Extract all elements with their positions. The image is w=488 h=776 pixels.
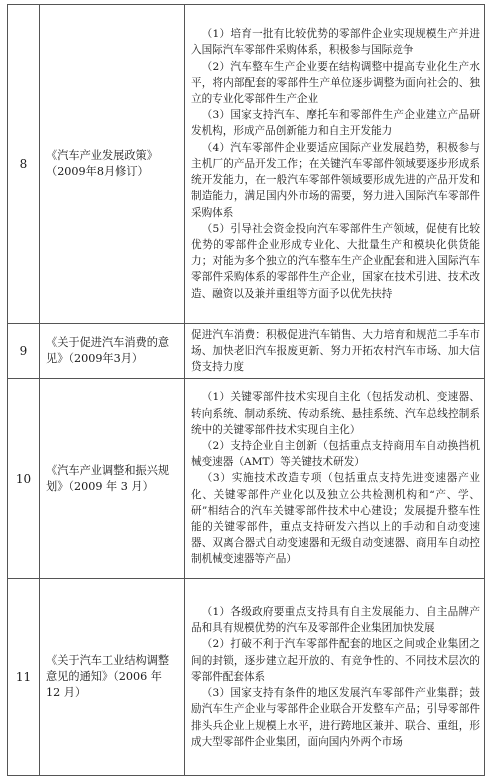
content-paragraph: （2）打破不利于汽车零部件配套的地区之间或企业集团之间的封锁，逐步建立起开放的、有竞争性的、不同技术层次的零部件配套体系 bbox=[191, 638, 480, 683]
content-paragraph: （2）汽车整车生产企业要在结构调整中提高专业化生产水平，将内部配套的零部件生产单位逐步调整为面向社会的、独立的专业化零部件生产企业 bbox=[191, 60, 480, 106]
policy-table bbox=[7, 4, 485, 776]
content-paragraph: （3）国家支持汽车、摩托车和零部件生产企业建立产品研发机构，形成产品创新能力和自主开发能力 bbox=[191, 109, 480, 138]
row-number: 9 bbox=[8, 324, 40, 379]
content-paragraph: （1）培育一批有比较优势的零部件企业实现规模生产并进入国际汽车零部件采购体系，积极参与国际竞争 bbox=[191, 28, 480, 57]
policy-name: 《关于汽车工业结构调整意见的通知》（2006 年 12 月） bbox=[40, 579, 185, 776]
row-number: 10 bbox=[8, 379, 40, 579]
policy-content bbox=[185, 379, 485, 579]
policy-name: 《关于促进汽车消费的意见》（2009年3月） bbox=[40, 324, 185, 379]
content-paragraph: （3）实施技术改造专项（包括重点支持先进变速器产业化、关键零部件产业化以及独立公共检测机构和“产、学、研”相结合的汽车关键零部件技术中心建设；发展提升整车性能的关键零部件，重点支持研发六挡以上的手动和自动变速器、双离合器式自动变速器和无级自动变速器、商用车自动控制机械变速器等产品） bbox=[191, 472, 480, 566]
policy-content bbox=[185, 579, 485, 776]
content-paragraph: 促进汽车消费：积极促进汽车销售、大力培育和规范二手车市场、加快老旧汽车报废更新、努力开拓农村汽车市场、加大信贷支持力度 bbox=[191, 328, 480, 374]
table-row bbox=[8, 579, 485, 776]
policy-name: 《汽车产业调整和振兴规划》（2009 年 3 月） bbox=[40, 379, 185, 579]
content-paragraph: （1）各级政府要重点支持具有自主发展能力、自主品牌产品和具有规模优势的汽车及零部件企业集团加快发展 bbox=[191, 606, 480, 635]
table-row bbox=[8, 324, 485, 379]
table-row bbox=[8, 5, 485, 324]
policy-name: 《汽车产业发展政策》（2009年8月修订） bbox=[40, 5, 185, 324]
policy-content bbox=[185, 5, 485, 324]
content-paragraph: （4）汽车零部件企业要适应国际产业发展趋势，积极参与主机厂的产品开发工作；在关键汽车零部件领域要逐步形成系统开发能力，在一般汽车零部件领域要形成先进的产品开发和制造能力，满足国内外市场的需要，努力进入国际汽车零部件采购体系 bbox=[191, 141, 480, 219]
content-paragraph: （2）支持企业自主创新（包括重点支持商用车自动换挡机械变速器（AMT）等关键技术研发） bbox=[191, 439, 480, 469]
content-paragraph: （1）关键零部件技术实现自主化（包括发动机、变速器、转向系统、制动系统、传动系统、悬挂系统、汽车总线控制系统中的关键零部件技术实现自主化） bbox=[191, 391, 480, 436]
table-row bbox=[8, 379, 485, 579]
row-number: 11 bbox=[8, 579, 40, 776]
content-paragraph: （5）引导社会资金投向汽车零部件生产领域，促使有比较优势的零部件企业形成专业化、大批量生产和模块化供货能力；对能为多个独立的汽车整车生产企业配套和进入国际汽车零部件采购体系的零部件生产企业，国家在技术引进、技术改造、融资以及兼并重组等方面予以优先扶持 bbox=[191, 222, 480, 300]
policy-content bbox=[185, 324, 485, 379]
row-number: 8 bbox=[8, 5, 40, 324]
content-paragraph: （3）国家支持有条件的地区发展汽车零部件产业集群；鼓励汽车生产企业与零部件企业联合开发整车产品；引导零部件排头兵企业上规模上水平，进行跨地区兼并、联合、重组，形成大型零部件企业集团，面向国内外两个市场 bbox=[191, 687, 480, 748]
